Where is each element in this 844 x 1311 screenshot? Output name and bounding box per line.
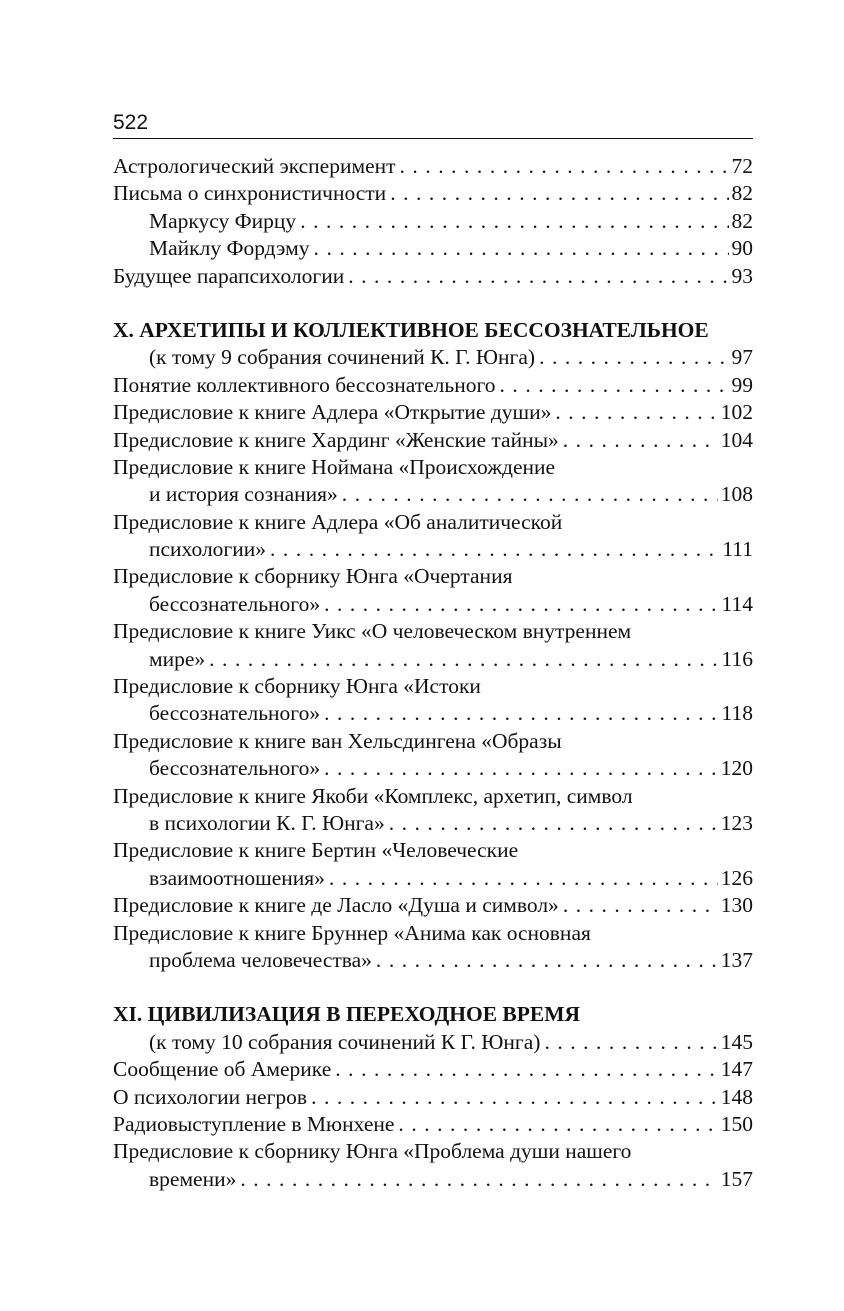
toc-entry-title: Предисловие к книге Адлера «Открытие души» [113,400,552,425]
dot-leader [563,427,718,454]
toc-entry [113,153,753,180]
dot-leader [335,1056,717,1083]
dot-leader [300,208,728,235]
toc-entry-line2: бессознательного» [149,701,321,726]
toc-entry-continuation [113,810,753,837]
toc-entry-page: 116 [721,646,753,671]
section-subtitle [113,344,753,371]
dot-leader [563,892,718,919]
toc-entry-title: О психологии негров [113,1084,308,1109]
toc-entry-page: 104 [720,427,753,452]
toc-entry-continuation [113,755,753,782]
toc-entry-continuation [113,536,753,563]
toc-entry-continuation [113,1166,753,1193]
toc-entry-line2: бессознательного» [149,756,321,781]
toc-entry-line1: Предисловие к книге Бруннер «Анима как основная [113,920,591,945]
table-of-contents [113,153,753,1193]
toc-entry-page: 137 [720,947,753,972]
section-subtitle-text: (к тому 9 собрания сочинений К. Г. Юнга) [149,345,536,370]
toc-entry-page: 123 [720,810,753,835]
dot-leader [398,1111,717,1138]
page-number: 522 [113,111,149,134]
dot-leader [348,263,728,290]
toc-entry-line1: Предисловие к сборнику Юнга «Истоки [113,674,481,699]
toc-entry-title: Астрологический эксперимент [113,154,396,178]
toc-entry-title: Сообщение об Америке [113,1057,332,1082]
dot-leader [240,1166,717,1193]
toc-entry-line2: мире» [149,646,206,671]
header-rule [113,138,753,139]
toc-entry [113,1056,753,1083]
toc-entry-title: Письма о синхронистичности [113,181,387,206]
toc-entry [113,427,753,454]
toc-entry-line2: в психологии К. Г. Юнга» [149,810,385,835]
toc-entry-page: 82 [731,208,753,233]
toc-entry-line1: Предисловие к книге Адлера «Об аналитической [113,509,563,534]
toc-entry-page: 82 [731,181,753,206]
toc-entry-line2: проблема человечества» [149,947,372,972]
dot-leader [342,481,718,508]
dot-leader [324,591,718,618]
toc-entry-line1: Предисловие к книге Бертин «Человеческие [113,838,519,863]
dot-leader [324,755,718,782]
toc-entry-line1: Предисловие к сборнику Юнга «Очертания [113,564,513,589]
toc-entry-line1: Предисловие к книге Уикс «О человеческом внутреннем [113,619,632,644]
toc-entry-line2: психологии» [149,537,267,562]
toc-entry-page: 114 [721,591,753,616]
dot-leader [389,810,718,837]
toc-entry-line2: и история сознания» [149,482,338,507]
toc-entry-page: 97 [731,345,753,370]
toc-entry-line1: Предисловие к книге ван Хельсдингена «Образы [113,728,562,753]
dot-leader [555,399,717,426]
dot-leader [311,1084,718,1111]
dot-leader [400,153,729,180]
dot-leader [270,536,719,563]
toc-entry-line1: Предисловие к сборнику Юнга «Проблема души нашего [113,1139,632,1164]
toc-entry-page: 130 [720,893,753,918]
dot-leader [544,1029,717,1056]
toc-entry [113,372,753,399]
section-gap [113,974,753,1001]
toc-entry-page: 148 [720,1084,753,1109]
toc-entry-line2: взаимоотношения» [149,865,325,890]
toc-entry-line2: бессознательного» [149,591,321,616]
toc-entry-title: Понятие коллективного бессознательного [113,372,496,397]
toc-entry-continuation [113,481,753,508]
dot-leader [390,180,728,207]
toc-entry [113,263,753,290]
toc-entry [113,180,753,207]
toc-subentry [113,235,753,262]
dot-leader [324,700,718,727]
toc-entry-page: 118 [721,701,753,726]
section-heading: XI. ЦИВИЛИЗАЦИЯ В ПЕРЕХОДНОЕ ВРЕМЯ [113,1002,581,1027]
toc-entry-continuation [113,700,753,727]
toc-entry-page: 150 [720,1111,753,1136]
toc-entry [113,399,753,426]
section-heading: X. АРХЕТИПЫ И КОЛЛЕКТИВНОЕ БЕССОЗНАТЕЛЬНОЕ [113,317,709,342]
toc-entry-page: 99 [731,372,753,397]
toc-entry-page: 111 [722,537,753,562]
toc-entry-page: 102 [720,400,753,425]
toc-entry-page: 72 [731,154,753,178]
toc-entry-page: 145 [720,1029,753,1054]
section-gap [113,290,753,317]
toc-entry-line1: Предисловие к книге Ноймана «Происхождение [113,454,556,479]
dot-leader [539,344,728,371]
toc-entry-title: Предисловие к книге Хардинг «Женские тайны» [113,427,559,452]
toc-entry [113,892,753,919]
toc-subentry [113,208,753,235]
dot-leader [209,646,718,673]
dot-leader [329,865,718,892]
toc-entry-page: 93 [731,263,753,288]
toc-entry-title: Радиовыступление в Мюнхене [113,1111,395,1136]
toc-entry-continuation [113,865,753,892]
toc-entry-title: Предисловие к книге де Ласло «Душа и символ» [113,893,559,918]
toc-entry [113,1084,753,1111]
toc-entry-title: Маркусу Фирцу [149,208,297,233]
toc-entry-page: 126 [720,865,753,890]
dot-leader [314,235,729,262]
toc-entry-continuation [113,947,753,974]
dot-leader [500,372,729,399]
toc-entry-title: Будущее парапсихологии [113,263,345,288]
toc-entry-page: 120 [720,756,753,781]
toc-entry-continuation [113,591,753,618]
toc-entry-page: 90 [731,236,753,261]
toc-entry-continuation [113,646,753,673]
toc-entry-page: 157 [720,1166,753,1191]
toc-entry-line1: Предисловие к книге Якоби «Комплекс, архетип, символ [113,783,633,808]
section-subtitle [113,1029,753,1056]
dot-leader [376,947,718,974]
toc-entry-line2: времени» [149,1166,237,1191]
toc-entry-page: 147 [720,1057,753,1082]
toc-entry-title: Майклу Фордэму [149,236,310,261]
toc-entry-page: 108 [720,482,753,507]
section-subtitle-text: (к тому 10 собрания сочинений К Г. Юнга) [149,1029,541,1054]
toc-entry [113,1111,753,1138]
